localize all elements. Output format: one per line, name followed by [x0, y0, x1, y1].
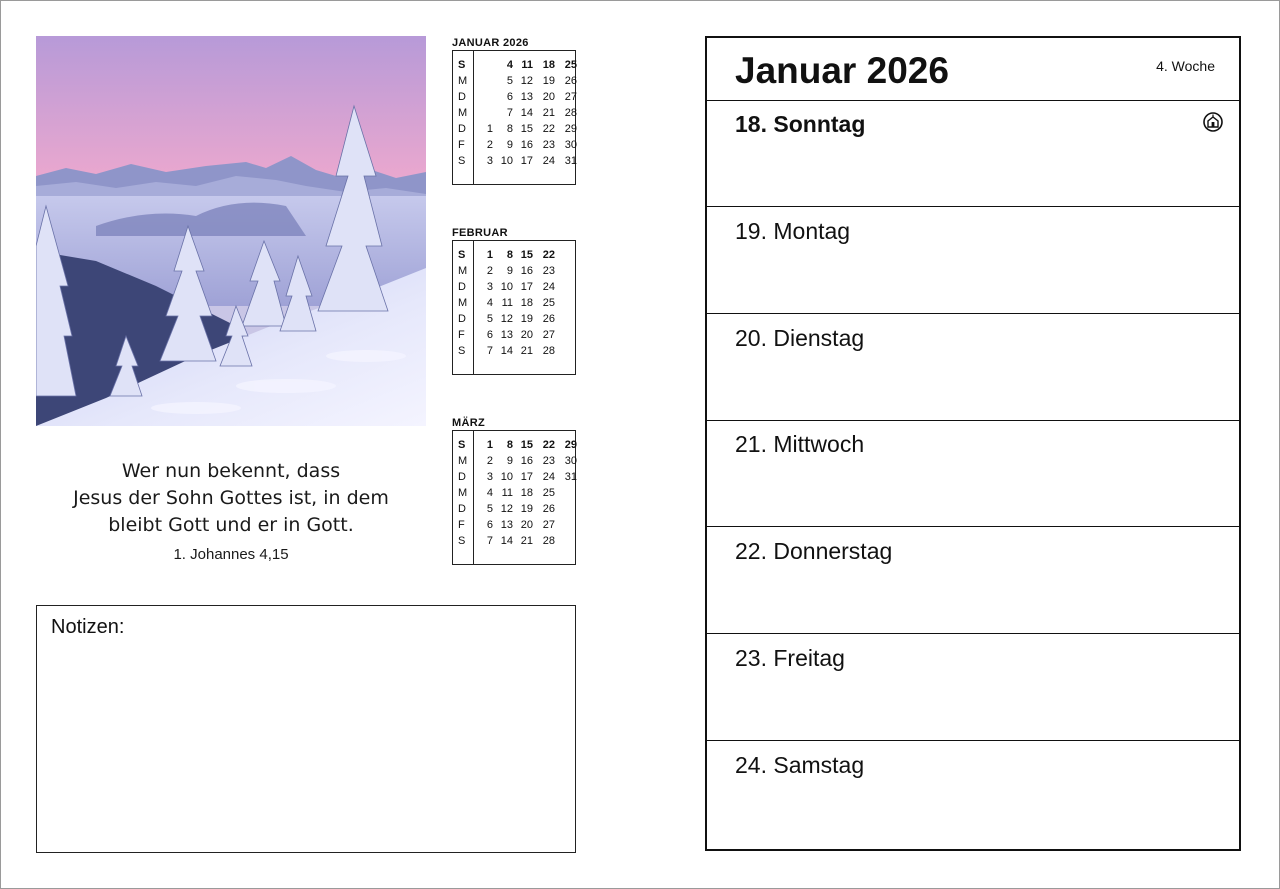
- mini-calendar-title: FEBRUAR: [452, 227, 508, 239]
- weekday-letter: M: [458, 75, 468, 87]
- day-label: [735, 752, 864, 779]
- day-name: Dienstag: [766, 324, 865, 351]
- mini-calendar-row: [453, 343, 577, 359]
- mini-calendar-row: [453, 517, 577, 533]
- day-row[interactable]: [707, 528, 1239, 634]
- church-icon: [1203, 112, 1223, 132]
- mini-calendar-row: [453, 73, 577, 89]
- day-number: 21.: [735, 431, 767, 458]
- mini-calendar-day: 20: [520, 329, 533, 341]
- mini-calendar-day: 19: [542, 75, 555, 87]
- mini-calendar-day: 25: [542, 297, 555, 309]
- day-number: 23.: [735, 645, 767, 671]
- mini-calendar-day: 21: [542, 107, 555, 119]
- mini-calendar-day: 28: [542, 535, 555, 547]
- mini-calendar-day: 10: [500, 281, 513, 293]
- mini-calendar-day: 23: [542, 455, 555, 467]
- mini-calendar-day: 26: [542, 313, 555, 325]
- mini-calendar-day: 5: [486, 313, 493, 325]
- day-row[interactable]: [707, 101, 1239, 207]
- mini-calendar-day: 29: [564, 439, 577, 451]
- weekday-letter: M: [458, 297, 468, 309]
- mini-calendar-day: 1: [486, 249, 493, 261]
- day-name: Samstag: [766, 751, 865, 778]
- weekday-letter: S: [458, 345, 466, 357]
- mini-calendar-day: 15: [520, 439, 533, 451]
- mini-calendar-day: 7: [486, 345, 493, 357]
- mini-calendar-day: 14: [500, 345, 513, 357]
- mini-calendar-februar: [452, 226, 576, 375]
- mini-calendar-day: 13: [500, 329, 513, 341]
- mini-calendar-day: 4: [486, 487, 493, 499]
- mini-calendar-maerz: [452, 416, 576, 565]
- mini-calendar-day: 27: [542, 519, 555, 531]
- mini-calendar-day: 17: [520, 281, 533, 293]
- mini-calendar-day: 13: [500, 519, 513, 531]
- mini-calendar-grid: [452, 50, 576, 185]
- mini-calendar-day: 18: [520, 297, 533, 309]
- mini-calendar-row: [453, 437, 577, 453]
- mini-calendar-day: 17: [520, 471, 533, 483]
- day-name: Montag: [766, 217, 851, 244]
- quote-line-2: Jesus der Sohn Gottes ist, in dem: [73, 487, 389, 509]
- mini-calendar-day: 13: [520, 91, 533, 103]
- mini-calendar-day: 22: [542, 439, 555, 451]
- day-row[interactable]: [707, 315, 1239, 421]
- weekday-letter: D: [458, 91, 466, 103]
- mini-calendar-day: 24: [542, 471, 555, 483]
- mini-calendar-day: 20: [542, 91, 555, 103]
- quote-reference: 1. Johannes 4,15: [173, 546, 289, 563]
- day-name: Mittwoch: [766, 431, 865, 458]
- mini-calendar-day: 2: [486, 455, 493, 467]
- mini-calendar-grid: [452, 240, 576, 375]
- mini-calendar-day: 3: [486, 471, 493, 483]
- mini-calendar-row: [453, 295, 577, 311]
- week-planner: [705, 36, 1241, 851]
- notes-box[interactable]: [36, 605, 576, 853]
- mini-calendar-row: [453, 105, 577, 121]
- mini-calendar-row: [453, 311, 577, 327]
- mini-calendar-day: 1: [486, 123, 493, 135]
- mini-calendar-row: [453, 121, 577, 137]
- day-row[interactable]: [707, 421, 1239, 527]
- mini-calendar-day: 8: [506, 123, 513, 135]
- mini-calendar-day: 2: [486, 265, 493, 277]
- mini-calendar-day: 30: [564, 139, 577, 151]
- mini-calendar-day: 20: [520, 519, 533, 531]
- quote-line-1: Wer nun bekennt, dass: [121, 460, 341, 482]
- day-name: Freitag: [766, 645, 845, 671]
- weekday-letter: F: [458, 519, 465, 531]
- mini-calendar-row: [453, 453, 577, 469]
- mini-calendar-day: 12: [500, 313, 513, 325]
- mini-calendar-day: 4: [486, 297, 493, 309]
- mini-calendar-day: 22: [542, 123, 555, 135]
- weekday-letter: S: [458, 155, 466, 167]
- mini-calendar-day: 1: [486, 439, 493, 451]
- mini-calendar-day: 16: [520, 455, 533, 467]
- mini-calendar-day: 10: [500, 155, 513, 167]
- day-label: [735, 325, 864, 352]
- mini-calendar-row: [453, 327, 577, 343]
- mini-calendar-day: 31: [564, 155, 577, 167]
- mini-calendar-day: 5: [506, 75, 513, 87]
- mini-calendar-januar: [452, 36, 576, 185]
- day-number: 22.: [735, 538, 767, 565]
- weekday-letter: D: [458, 313, 466, 325]
- mini-calendar-day: 19: [520, 313, 533, 325]
- mini-calendar-day: 29: [564, 123, 577, 135]
- mini-calendar-day: 23: [542, 265, 555, 277]
- day-label: [735, 538, 892, 565]
- mini-calendar-day: 12: [500, 503, 513, 515]
- mini-calendar-day: 18: [520, 487, 533, 499]
- mini-calendar-day: 8: [506, 249, 513, 261]
- mini-calendar-day: 25: [542, 487, 555, 499]
- weekday-letter: F: [458, 329, 465, 341]
- weekday-letter: M: [458, 107, 468, 119]
- mini-calendar-row: [453, 501, 577, 517]
- mini-calendar-day: 11: [501, 487, 513, 499]
- weekday-letter: S: [458, 535, 466, 547]
- day-row[interactable]: [707, 742, 1239, 848]
- mini-calendar-day: 24: [542, 281, 555, 293]
- mini-calendar-day: 31: [564, 471, 577, 483]
- mini-calendar-day: 15: [520, 123, 533, 135]
- mini-calendar-day: 28: [564, 107, 577, 119]
- mini-calendar-day: 30: [564, 455, 577, 467]
- mini-calendar-grid: [452, 430, 576, 565]
- weekday-letter: D: [458, 281, 466, 293]
- mini-calendar-day: 4: [506, 59, 513, 71]
- mini-calendar-day: 25: [564, 59, 577, 71]
- weekday-letter: S: [458, 249, 466, 261]
- day-label: [735, 431, 864, 458]
- day-number: 24.: [735, 751, 767, 778]
- mini-calendar-row: [453, 247, 577, 263]
- mini-calendar-day: 3: [486, 281, 493, 293]
- mini-calendar-day: 10: [500, 471, 513, 483]
- mini-calendar-day: 6: [486, 519, 493, 531]
- mini-calendar-day: 16: [520, 265, 533, 277]
- mini-calendar-day: 7: [506, 107, 513, 119]
- weekday-letter: S: [458, 59, 466, 71]
- mini-calendar-row: [453, 469, 577, 485]
- day-row[interactable]: [707, 208, 1239, 314]
- weekday-letter: S: [458, 439, 466, 451]
- day-name: Sonntag: [766, 111, 866, 137]
- mini-calendar-row: [453, 485, 577, 501]
- mini-calendar-day: 9: [506, 455, 513, 467]
- mini-calendar-row: [453, 57, 577, 73]
- weekday-letter: M: [458, 265, 468, 277]
- mini-calendar-title: MÄRZ: [452, 417, 485, 429]
- mini-calendar-day: 17: [520, 155, 533, 167]
- mini-calendar-day: 22: [542, 249, 555, 261]
- week-title: Januar 2026: [735, 50, 949, 91]
- winter-landscape-photo: [36, 36, 426, 426]
- weekday-letter: D: [458, 123, 466, 135]
- day-number: 18.: [735, 111, 767, 137]
- weekday-letter: M: [458, 487, 468, 499]
- quote-line-3: bleibt Gott und er in Gott.: [108, 514, 354, 536]
- mini-calendar-day: 2: [486, 139, 493, 151]
- weekday-letter: D: [458, 471, 466, 483]
- mini-calendar-title: JANUAR 2026: [452, 37, 529, 49]
- mini-calendar-day: 5: [486, 503, 493, 515]
- mini-calendar-row: [453, 263, 577, 279]
- mini-calendar-day: 26: [542, 503, 555, 515]
- mini-calendar-day: 27: [542, 329, 555, 341]
- day-row[interactable]: [707, 635, 1239, 741]
- day-name: Donnerstag: [766, 538, 893, 565]
- day-label: [735, 645, 845, 672]
- mini-calendar-day: 24: [542, 155, 555, 167]
- mini-calendar-day: 14: [500, 535, 513, 547]
- mini-calendar-day: 9: [506, 265, 513, 277]
- mini-calendar-day: 21: [520, 345, 533, 357]
- mini-calendar-day: 12: [520, 75, 533, 87]
- mini-calendar-day: 26: [564, 75, 577, 87]
- weekday-letter: F: [458, 139, 465, 151]
- mini-calendar-day: 28: [542, 345, 555, 357]
- mini-calendar-row: [453, 533, 577, 549]
- mini-calendar-day: 3: [486, 155, 493, 167]
- mini-calendar-day: 7: [486, 535, 493, 547]
- day-number: 19.: [735, 217, 767, 244]
- mini-calendar-day: 11: [501, 297, 513, 309]
- mini-calendar-day: 18: [542, 59, 555, 71]
- mini-calendar-day: 14: [520, 107, 533, 119]
- week-number: 4. Woche: [1156, 58, 1215, 74]
- weekday-letter: M: [458, 455, 468, 467]
- day-label: [735, 218, 850, 245]
- mini-calendar-row: [453, 153, 577, 169]
- mini-calendar-day: 23: [542, 139, 555, 151]
- mini-calendar-day: 6: [486, 329, 493, 341]
- mini-calendar-day: 19: [520, 503, 533, 515]
- day-label: [735, 111, 865, 138]
- mini-calendar-day: 11: [521, 59, 533, 71]
- week-header: [707, 38, 1239, 101]
- mini-calendar-row: [453, 137, 577, 153]
- weekday-letter: D: [458, 503, 466, 515]
- notes-label: Notizen:: [51, 616, 125, 638]
- mini-calendar-day: 6: [506, 91, 513, 103]
- mini-calendar-row: [453, 89, 577, 105]
- day-number: 20.: [735, 324, 767, 351]
- mini-calendar-day: 15: [520, 249, 533, 261]
- mini-calendar-day: 16: [520, 139, 533, 151]
- bible-quote: [36, 458, 426, 565]
- mini-calendar-day: 21: [520, 535, 533, 547]
- mini-calendar-row: [453, 279, 577, 295]
- mini-calendar-day: 27: [564, 91, 577, 103]
- mini-calendar-day: 9: [506, 139, 513, 151]
- mini-calendar-day: 8: [506, 439, 513, 451]
